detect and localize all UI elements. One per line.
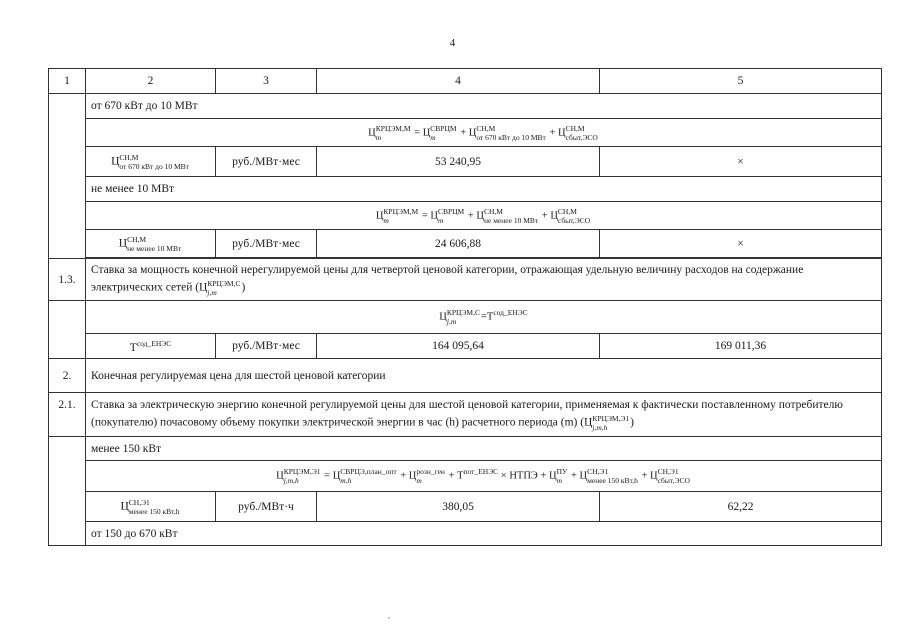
header-col-2: 2 bbox=[86, 69, 216, 94]
header-col-1: 1 bbox=[49, 69, 86, 94]
unit-cell: руб./МВт·мес bbox=[216, 147, 317, 177]
formula-row bbox=[86, 461, 882, 492]
subgroup-label: от 670 кВт до 10 МВт bbox=[86, 94, 882, 119]
param-symbol: Ц СН,М не менее 10 МВт bbox=[86, 230, 216, 258]
subgroup-label: не менее 10 МВт bbox=[86, 177, 882, 202]
formula-row bbox=[86, 119, 882, 147]
header-row bbox=[49, 69, 882, 94]
continuation-cell bbox=[49, 437, 86, 546]
unit-cell: руб./МВт·мес bbox=[216, 334, 317, 359]
header-col-4: 4 bbox=[317, 69, 600, 94]
param-symbol: $Т^{сод\_ЕНЭС}$ bbox=[86, 334, 216, 359]
value-col-5: × bbox=[600, 147, 882, 177]
value-col-4: 164 095,64 bbox=[317, 334, 600, 359]
section-number: 2.1. bbox=[49, 393, 86, 437]
section-description: Ставка за мощность конечной нерегулируемой цены для четвертой ценовой категории, отражающая удельную величину расходов на содержание электрических сетей (Ц КРЦЭМ,С j,m ) bbox=[86, 259, 882, 301]
formula: Ц КРЦЭМ,М m = Ц СВРЦМ m + Ц СН,М от 670 кВт до 10 МВт + Ц СН,М сбыт,ЭСО bbox=[368, 123, 598, 142]
formula: Ц КРЦЭМ,С j,m $=Т^{сод\_ЕНЭС}$ bbox=[439, 307, 528, 327]
tariff-table bbox=[48, 68, 882, 546]
formula-row bbox=[86, 301, 882, 334]
value-col-4: 24 606,88 bbox=[317, 230, 600, 258]
unit-cell: руб./МВт·ч bbox=[216, 492, 317, 522]
subgroup-label: менее 150 кВт bbox=[86, 437, 882, 461]
value-col-5: 169 011,36 bbox=[600, 334, 882, 359]
continuation-cell bbox=[49, 94, 86, 259]
formula-row bbox=[86, 202, 882, 230]
value-col-4: 53 240,95 bbox=[317, 147, 600, 177]
param-symbol: Ц СН,Э1 менее 150 кВт,h bbox=[86, 492, 216, 522]
value-col-5: × bbox=[600, 230, 882, 258]
formula: Ц КРЦЭМ,М m = Ц СВРЦМ m + Ц СН,М не менее 10 МВт + Ц СН,М сбыт,ЭСО bbox=[375, 206, 591, 225]
page-number: 4 bbox=[449, 37, 456, 49]
scan-artifact bbox=[388, 617, 390, 619]
section-number: 2. bbox=[49, 359, 86, 393]
section-description: Конечная регулируемая цена для шестой ценовой категории bbox=[86, 359, 882, 393]
header-col-3: 3 bbox=[216, 69, 317, 94]
formula: Ц КРЦЭМ,Э1 j,m,h = Ц СВРЦЭ,план_опт m,h + Ц розн_ген m + $Т^{пот\_ЕНЭС}$ × НТПЭ + Ц ПУ m + Ц СН,Э1 менее 150 кВт,h + Ц СН,Э1 сбыт,ЭСО bbox=[276, 466, 690, 486]
continuation-cell bbox=[49, 301, 86, 359]
value-col-4: 380,05 bbox=[317, 492, 600, 522]
unit-cell: руб./МВт·мес bbox=[216, 230, 317, 258]
section-description: Ставка за электрическую энергию конечной регулируемой цены для шестой ценовой категории, применяемая к фактически поставленному потребителю (покупателю) почасовому объему покупки электрической энергии в час (h) расчетного периода (m) (Ц КРЦЭМ,Э1 j,m,h ) bbox=[86, 393, 882, 437]
value-col-5: 62,22 bbox=[600, 492, 882, 522]
section-number: 1.3. bbox=[49, 259, 86, 301]
param-symbol: Ц СН,М от 670 кВт до 10 МВт bbox=[86, 147, 216, 177]
header-col-5: 5 bbox=[600, 69, 882, 94]
subgroup-label: от 150 до 670 кВт bbox=[86, 522, 882, 546]
